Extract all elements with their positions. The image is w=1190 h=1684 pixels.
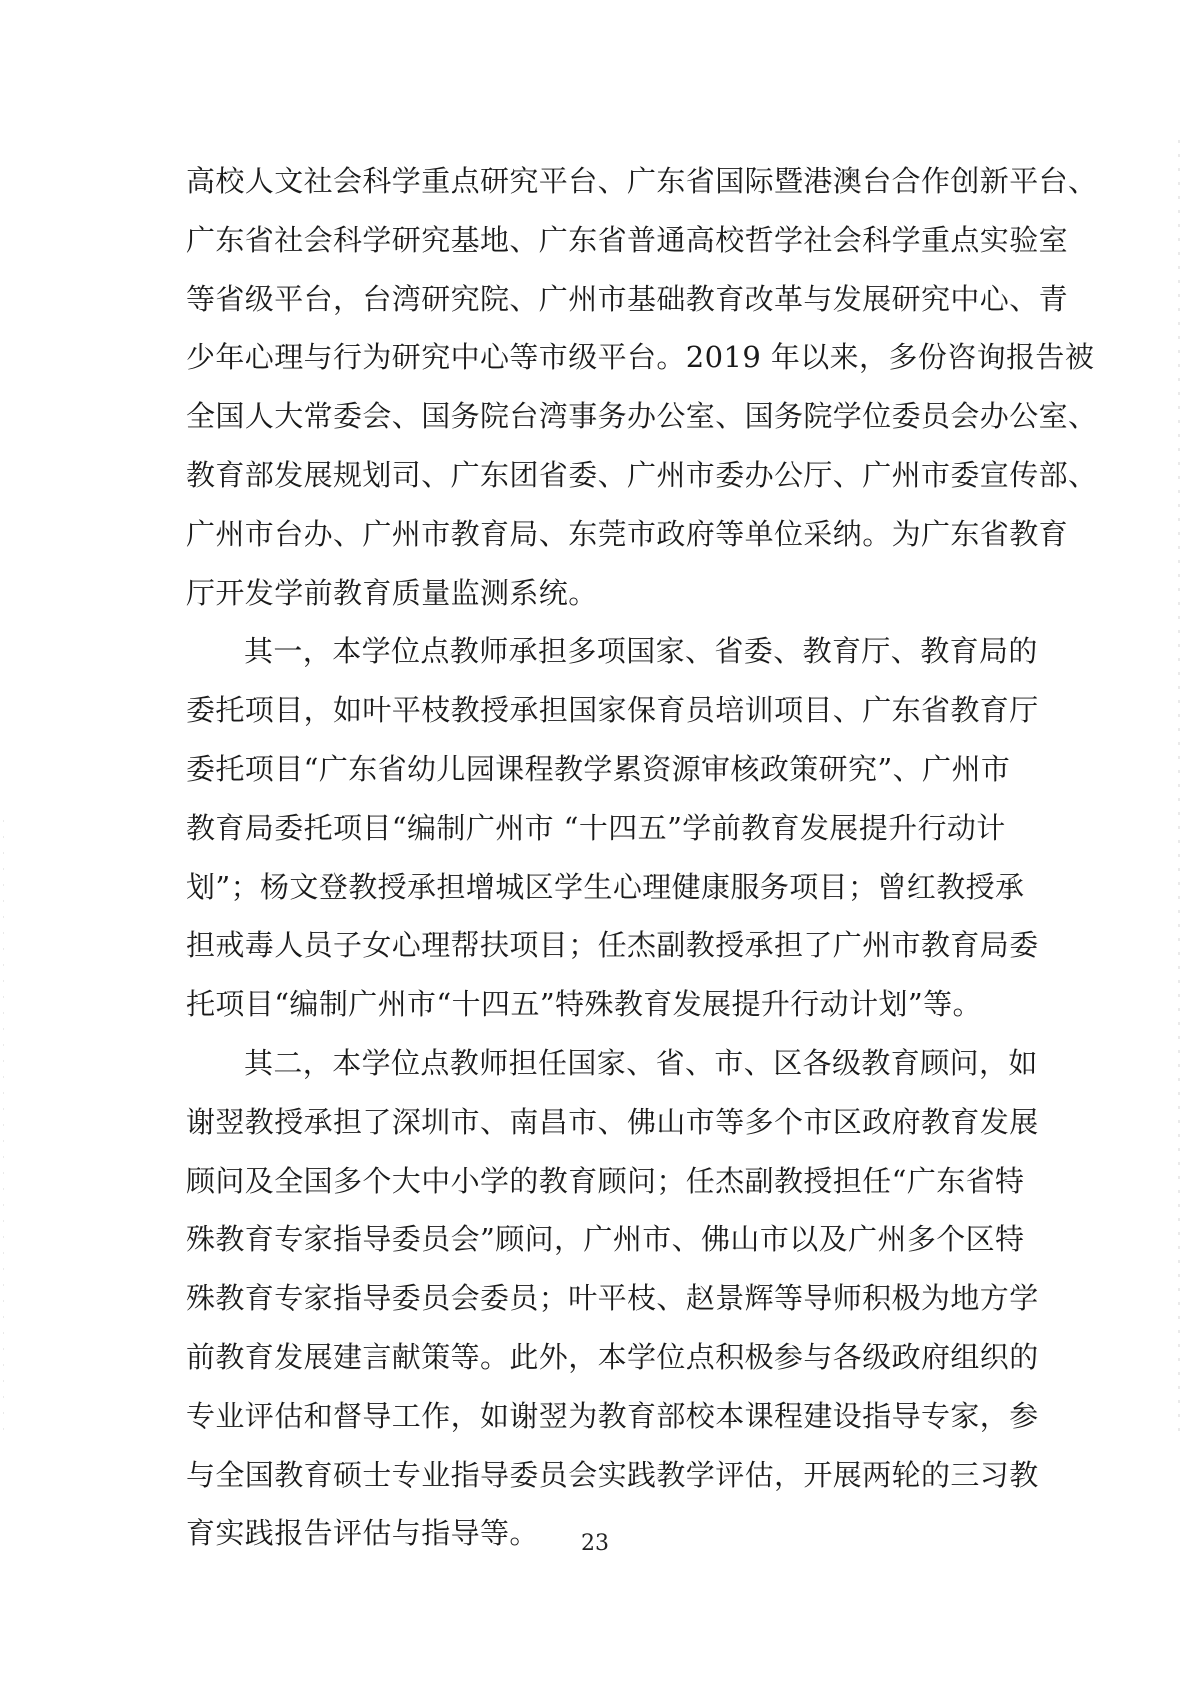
- text-line: 其二，本学位点教师担任国家、省、市、区各级教育顾问，如: [244, 1045, 1038, 1080]
- text-line: 高校人文社会科学重点研究平台、广东省国际暨港澳台合作创新平台、: [186, 164, 1098, 198]
- page-number: 23: [581, 1531, 609, 1556]
- text-line: 教育局委托项目“编制广州市 “十四五”学前教育发展提升行动计: [186, 810, 1006, 845]
- paragraph-commissioned-projects: [186, 622, 1039, 1034]
- text-line: 广州市台办、广州市教育局、东莞市政府等单位采纳。为广东省教育: [186, 516, 1069, 551]
- text-line: 殊教育专家指导委员会”顾问，广州市、佛山市以及广州多个区特: [186, 1222, 1025, 1257]
- text-line: 等省级平台，台湾研究院、广州市基础教育改革与发展研究中心、青: [186, 281, 1069, 316]
- text-line: 划”；杨文登教授承担增城区学生心理健康服务项目；曾红教授承: [186, 869, 1025, 904]
- text-line: 少年心理与行为研究中心等市级平台。2019 年以来，多份咨询报告被: [186, 340, 1095, 375]
- text-line: 与全国教育硕士专业指导委员会实践教学评估，开展两轮的三习教: [186, 1457, 1039, 1492]
- paragraph-education-advisors: [186, 1034, 1039, 1563]
- text-line: 教育部发展规划司、广东团省委、广州市委办公厅、广州市委宣传部、: [186, 457, 1098, 492]
- text-line: 谢翌教授承担了深圳市、南昌市、佛山市等多个市区政府教育发展: [186, 1104, 1039, 1139]
- scan-edge-marks: [1178, 140, 1180, 1440]
- text-line: 其一，本学位点教师承担多项国家、省委、教育厅、教育局的: [244, 634, 1038, 669]
- text-line: 托项目“编制广州市“十四五”特殊教育发展提升行动计划”等。: [186, 987, 982, 1022]
- text-line: 厅开发学前教育质量监测系统。: [186, 575, 598, 610]
- text-line: 专业评估和督导工作，如谢翌为教育部校本课程建设指导专家，参: [186, 1398, 1039, 1433]
- text-line: 委托项目“广东省幼儿园课程教学累资源审核政策研究”、广州市: [186, 751, 1011, 786]
- body-text: [186, 152, 1098, 1563]
- text-line: 全国人大常委会、国务院台湾事务办公室、国务院学位委员会办公室、: [186, 399, 1098, 434]
- scan-edge-marks-left: [3, 820, 4, 1440]
- text-line: 前教育发展建言献策等。此外，本学位点积极参与各级政府组织的: [186, 1339, 1039, 1374]
- text-line: 担戒毒人员子女心理帮扶项目；任杰副教授承担了广州市教育局委: [186, 928, 1039, 963]
- text-line: 育实践报告评估与指导等。: [186, 1516, 539, 1551]
- text-line: 广东省社会科学研究基地、广东省普通高校哲学社会科学重点实验室: [186, 222, 1069, 257]
- text-line: 顾问及全国多个大中小学的教育顾问；任杰副教授担任“广东省特: [186, 1163, 1025, 1198]
- paragraph-platforms: [186, 152, 1098, 622]
- text-line: 委托项目，如叶平枝教授承担国家保育员培训项目、广东省教育厅: [186, 693, 1039, 728]
- text-line: 殊教育专家指导委员会委员；叶平枝、赵景辉等导师积极为地方学: [186, 1281, 1039, 1316]
